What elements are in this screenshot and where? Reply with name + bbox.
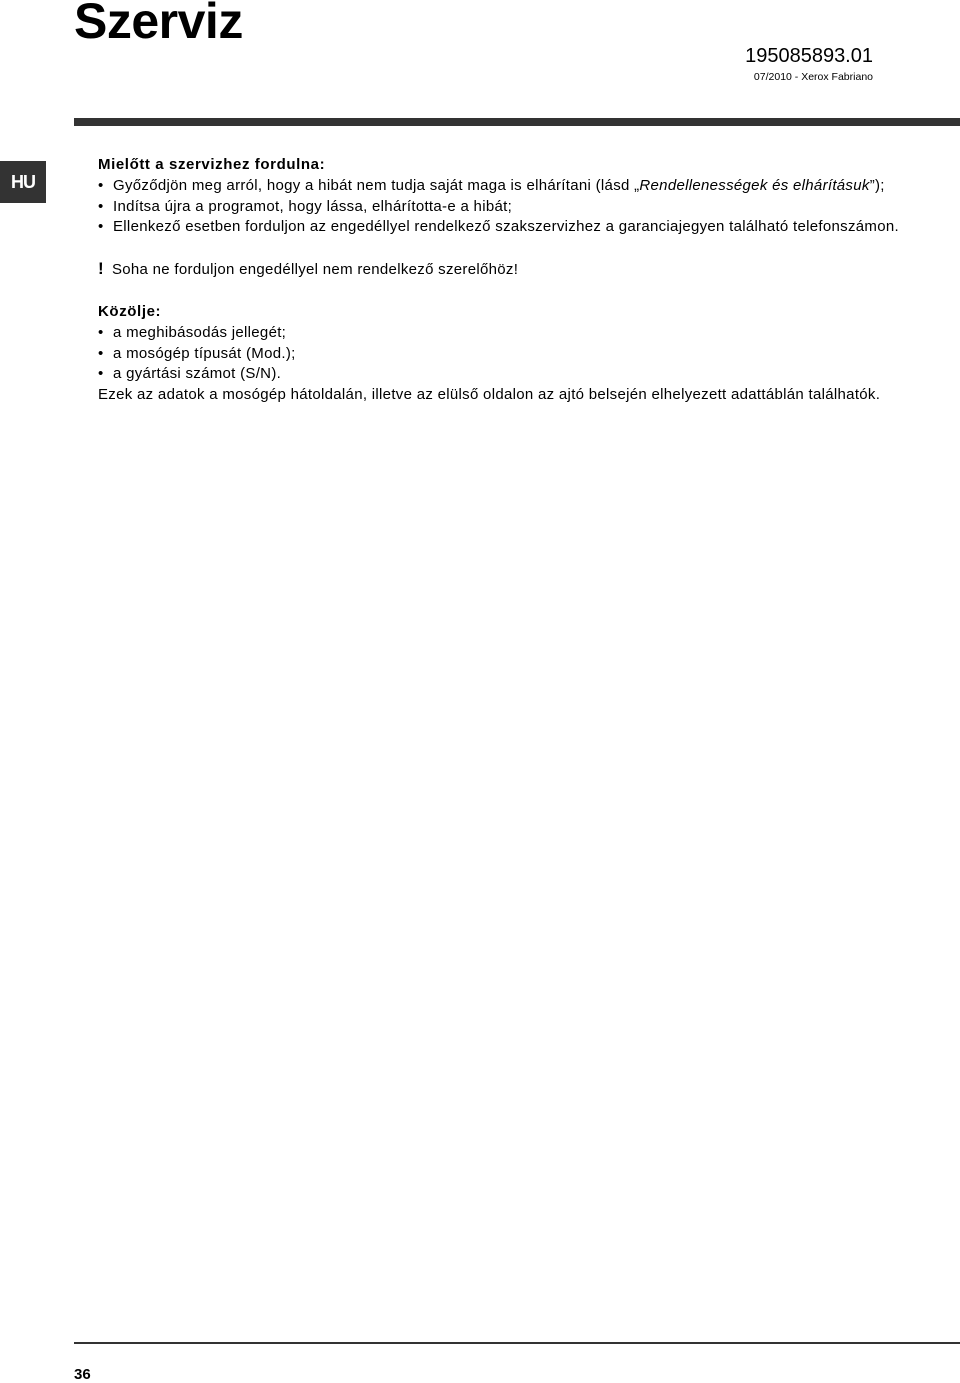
header-divider [74,118,960,126]
list-item [98,176,933,197]
data-plate-note: Ezek az adatok a mosógép hátoldalán, illetve az elülső oldalon az ajtó belsején elhelyezett adattáblán találhatók. [98,386,881,404]
footer-divider [74,1342,960,1344]
list-item: • Ellenkező esetben forduljon az engedéllyel rendelkező szakszervizhez a garanciajegyen található telefonszámon. [98,217,933,238]
before-service-list [98,176,933,238]
document-date-printer: 07/2010 - Xerox Fabriano [753,71,873,83]
warning-note [98,259,933,281]
report-list [98,323,933,385]
cross-reference: Rendellenességek és elhárításuk [639,176,870,194]
report-heading: Közölje: [98,302,162,320]
list-item: • a gyártási számot (S/N). [98,364,933,385]
list-item-text: ”); [869,176,885,194]
document-code: 195085893.01 [745,45,873,67]
service-content [98,155,933,406]
list-item-text: Győződjön meg arról, hogy a hibát nem tudja saját maga is elhárítani (lásd „ [113,176,640,194]
page-title: Szerviz [74,0,243,49]
language-tab: HU [0,161,46,203]
list-item: • Indítsa újra a programot, hogy lássa, elhárította-e a hibát; [98,197,933,218]
warning-text: Soha ne forduljon engedéllyel nem rendelkező szerelőhöz! [111,261,519,279]
list-item: • a meghibásodás jellegét; [98,323,933,344]
before-service-heading: Mielőtt a szervizhez fordulna: [98,156,326,173]
page-number: 36 [74,1366,91,1383]
list-item: • a mosógép típusát (Mod.); [98,344,933,365]
warning-icon: ! [98,259,104,279]
